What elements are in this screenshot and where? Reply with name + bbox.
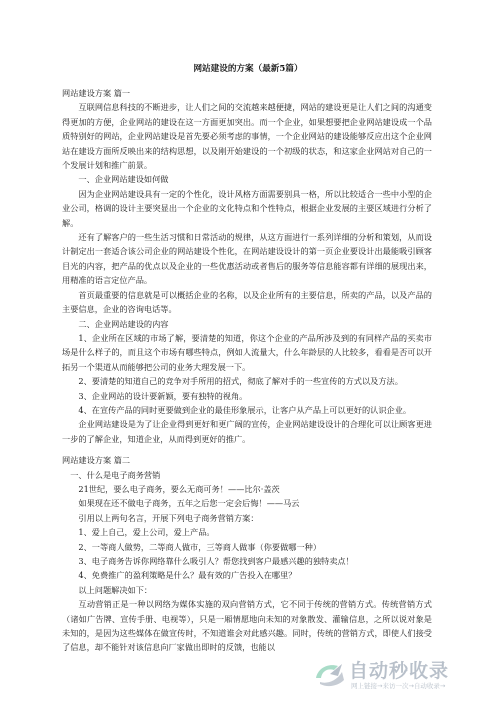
- paragraph: 互动营销正是一种以网络为媒体实施的双向营销方式，它不同于传统的营销方式。传统营销方式（诸如广告牌、宣传手册、电视等），只是一厢情愿地向未知的对象散发、灌输信息，之所以说对象是未知的，是因为这些媒体在做宣传时，不知道谁会对此感兴趣。同时，传统的营销方式，即使人们接受了信息，却不能针对该信息向厂家做出即时的反馈，也能以: [62, 599, 432, 653]
- paragraph: 互联网信息科技的不断进步，让人们之间的交流越来越便捷，网站的建设更是让人们之间的沟通变得更加的方便，企业网站的建设在这一方面更加突出。而一个企业，如果想要把企业网站建设成一个品质特别好的网站，企业网站建设是首先要必须考虑的事情，一个企业网站的建设能够反应出这个企业网站在建设方面所反映出来的结构思想，以及刚开始建设的一个初级的状态，和这家企业网站对自己的一个发展计划和推广前景。: [62, 102, 432, 171]
- paragraph: 还有了解客户的一些生活习惯和日常活动的规律，从这方面进行一系列详细的分析和策划，从而设计制定出一套适合该公司企业的网站建设个性化，在网站建设设计的第一页企业要设计出最能吸引顾客目光的内容，把产品的优点以及企业的一些优惠活动或者售后的服务等信息能容都有详细的展现出来，用精准的语言定位产品。: [62, 232, 432, 286]
- paragraph: 2、一等商人做势，二等商人做市，三等商人做事（你要做哪一种）: [78, 541, 322, 552]
- document-title: 网站建设的方案（最新5篇）: [193, 64, 303, 74]
- watermark-brand: 自动秒收录: [349, 660, 450, 682]
- paragraph: 因为企业网站建设具有一定的个性化，设计风格方面需要别具一格，所以比较适合一些中小型的企业公司，格调的设计主要突显出一个企业的文化特点和个性特点，根据企业发展的主要区域进行分析了解。: [62, 188, 432, 228]
- paragraph: 2、要清楚的知道自己的竞争对手所用的招式，彻底了解对手的一些宣传的方式以及方法。: [78, 376, 403, 387]
- paragraph: 引用以上两句名言，开展下列电子商务营销方案：: [78, 512, 259, 523]
- paragraph: 1、爱上自己，爱上公司，爱上产品。: [78, 527, 215, 538]
- paragraph: [62, 446, 432, 453]
- paragraph: 如果现在还不做电子商务，五年之后您一定会后悔！——马云: [78, 498, 300, 509]
- paragraph: 4、在宣传产品的同时更要做到企业的最佳形象展示，让客户从产品上可以更好的认识企业。: [78, 404, 412, 415]
- section-heading: 网站建设方案 篇二: [62, 455, 131, 466]
- document-body: [62, 86, 432, 655]
- paragraph: 企业网站建设是为了让企业得到更好和更广阔的宣传，企业网站建设设计的合理化可以让顾客更进一步的了解企业，知道企业，从而得到更好的推广。: [62, 419, 432, 444]
- paragraph: 首页最重要的信息就是可以概括企业的名称，以及企业所有的主要信息，所卖的产品，以及产品的主要信息，企业的咨询电话等。: [62, 289, 432, 315]
- paragraph: 21世纪，要么电子商务，要么无商可务！——比尔·盖茨: [78, 483, 280, 494]
- paragraph: 一、企业网站建设如何做: [78, 174, 169, 185]
- watermark-tagline: 网上链接→来访一次→自动收录→: [351, 682, 446, 690]
- paragraph: 3、电子商务告诉你网络靠什么吸引人？帮您找到客户最感兴趣的独特卖点！: [78, 556, 354, 566]
- paragraph: 二、企业网站建设的内容: [78, 318, 169, 329]
- paragraph: 1、企业所在区域的市场了解，要清楚的知道，你这个企业的产品所涉及到的有同样产品的买卖市场是什么样子的，而且这个市场有哪些特点，例如人流量大，什么年龄层的人比较多，看看是否可以开拓另一个渠道从而能够把公司的业务大理发展一下。: [62, 332, 432, 372]
- watermark-logo-icon: [312, 660, 346, 688]
- watermark: [312, 660, 482, 696]
- paragraph: 4、免费推广的盈利策略是什么？最有效的广告投入在哪里？: [78, 570, 297, 581]
- paragraph: 一、什么是电子商务营销: [70, 469, 161, 480]
- paragraph: 以上问题解决如下：: [78, 584, 153, 595]
- section-heading: 网站建设方案 篇一: [62, 88, 131, 98]
- paragraph: 3、企业网站的设计要新颖，要有独特的视角。: [78, 390, 248, 401]
